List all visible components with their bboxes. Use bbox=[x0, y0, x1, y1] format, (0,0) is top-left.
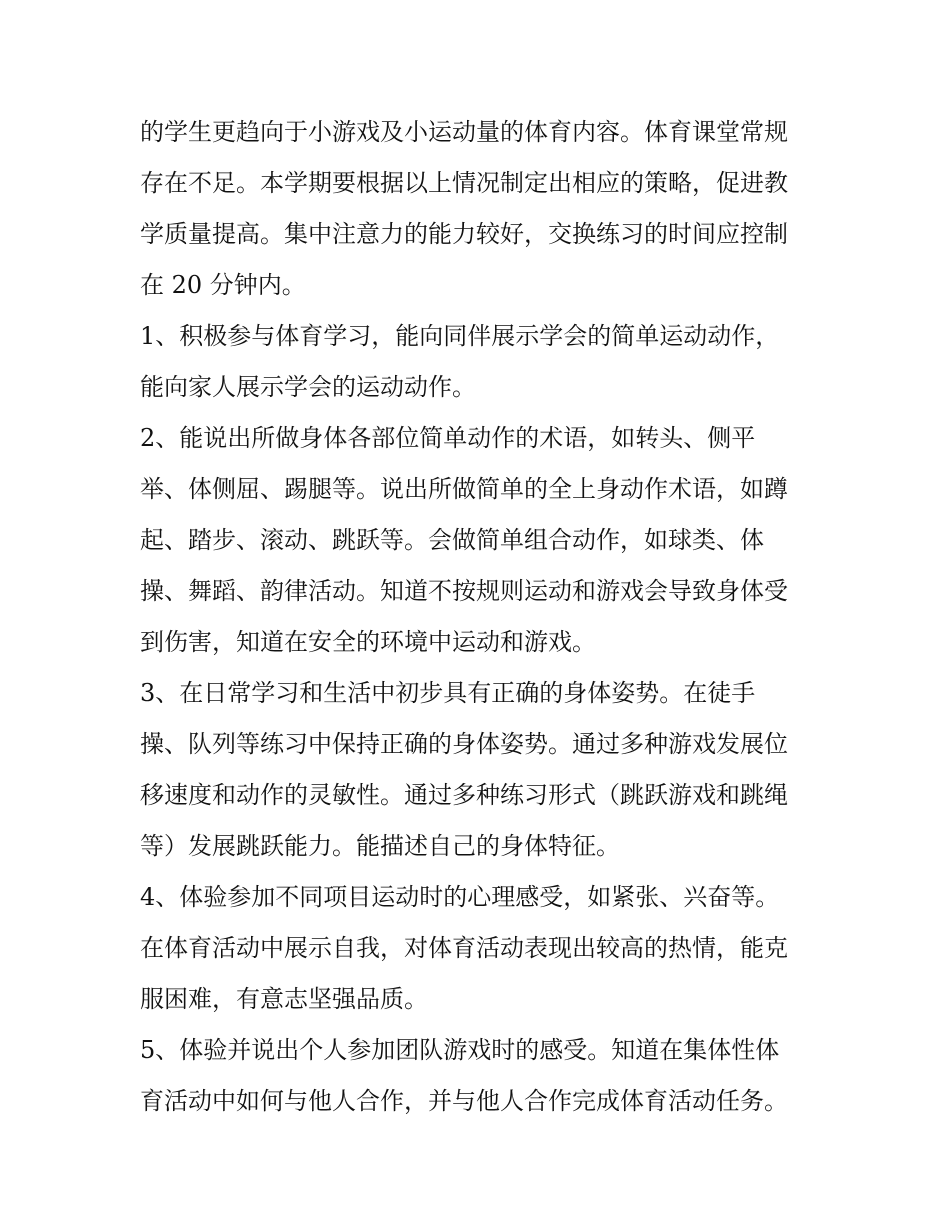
text-line: 在体育活动中展示自我，对体育活动表现出较高的热情，能克 bbox=[140, 934, 788, 962]
text-line: 举、体侧屈、踢腿等。说出所做简单的全上身动作术语，如蹲 bbox=[140, 475, 788, 503]
text-line: 到伤害，知道在安全的环境中运动和游戏。 bbox=[140, 628, 596, 656]
text-line: 5、体验并说出个人参加团队游戏时的感受。知道在集体性体 bbox=[140, 1036, 780, 1064]
text-line: 4、体验参加不同项目运动时的心理感受，如紧张、兴奋等。 bbox=[140, 883, 780, 911]
text-line: 操、队列等练习中保持正确的身体姿势。通过多种游戏发展位 bbox=[140, 730, 788, 758]
text-line: 2、能说出所做身体各部位简单动作的术语，如转头、侧平 bbox=[140, 424, 756, 452]
text-line: 等）发展跳跃能力。能描述自己的身体特征。 bbox=[140, 832, 620, 860]
text-line: 存在不足。本学期要根据以上情况制定出相应的策略，促进教 bbox=[140, 169, 788, 197]
text-line: 学质量提高。集中注意力的能力较好，交换练习的时间应控制 bbox=[140, 220, 788, 248]
text-line: 3、在日常学习和生活中初步具有正确的身体姿势。在徒手 bbox=[140, 679, 756, 707]
text-line: 1、积极参与体育学习，能向同伴展示学会的简单运动动作， bbox=[140, 322, 780, 350]
text-line: 起、踏步、滚动、跳跃等。会做简单组合动作，如球类、体 bbox=[140, 526, 764, 554]
text-line: 在 20 分钟内。 bbox=[140, 271, 306, 299]
text-line: 的学生更趋向于小游戏及小运动量的体育内容。体育课堂常规 bbox=[140, 118, 788, 146]
text-line: 育活动中如何与他人合作，并与他人合作完成体育活动任务。 bbox=[140, 1087, 788, 1115]
document-body bbox=[140, 107, 820, 1127]
text-line: 操、舞蹈、韵律活动。知道不按规则运动和游戏会导致身体受 bbox=[140, 577, 788, 605]
text-line: 能向家人展示学会的运动动作。 bbox=[140, 373, 476, 401]
text-line: 移速度和动作的灵敏性。通过多种练习形式（跳跃游戏和跳绳 bbox=[140, 781, 788, 809]
text-line: 服困难，有意志坚强品质。 bbox=[140, 985, 428, 1013]
